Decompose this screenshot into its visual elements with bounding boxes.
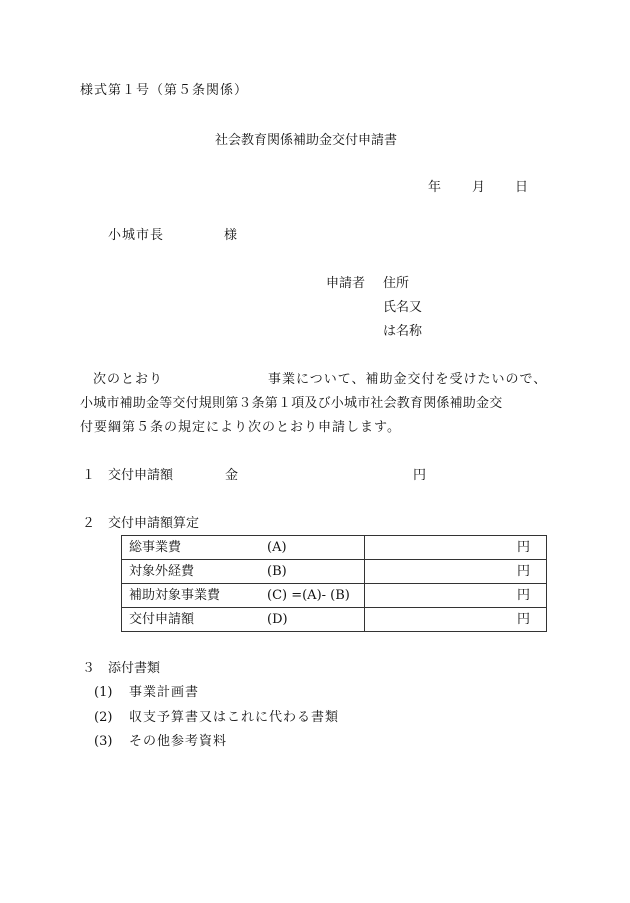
table-cell-item — [122, 584, 365, 608]
row-code: (D) — [267, 612, 288, 627]
attachment-text: 事業計画書 — [129, 685, 200, 700]
section3-label: 添付書類 — [108, 661, 161, 676]
addressee-name: 小城市長 — [108, 228, 165, 243]
row-code: (B) — [267, 564, 287, 579]
attachment-num: (1) — [94, 685, 113, 700]
row-code: (A) — [267, 540, 287, 555]
body-line2: 小城市補助金等交付規則第３条第１項及び小城市社会教育関係補助金交 — [80, 396, 503, 411]
table-cell-item — [122, 560, 365, 584]
table-cell-item — [122, 536, 365, 560]
row-unit: 円 — [516, 564, 530, 579]
date-day: 日 — [515, 180, 529, 195]
attachment-text: その他参考資料 — [129, 734, 228, 749]
attachment-num: (2) — [94, 710, 113, 725]
form-number: 様式第１号（第５条関係） — [80, 83, 249, 98]
row-item-label: 総事業費 — [129, 540, 182, 555]
table-cell-amount[interactable] — [365, 536, 547, 560]
table-row — [122, 608, 547, 632]
section1-kin: 金 — [225, 468, 239, 483]
date-year: 年 — [428, 180, 442, 195]
attachment-text: 収支予算書又はこれに代わる書類 — [129, 710, 340, 725]
table-row — [122, 584, 547, 608]
applicant-name-label-2: は名称 — [383, 324, 423, 339]
attachment-num: (3) — [94, 734, 113, 749]
section1-label: 交付申請額 — [108, 468, 174, 483]
section1-yen: 円 — [413, 468, 427, 483]
table-row — [122, 536, 547, 560]
row-item-label: 交付申請額 — [129, 612, 195, 627]
body-line1-prefix: 次のとおり — [93, 372, 164, 387]
body-line1-suffix: 事業について、補助金交付を受けたいので、 — [268, 372, 548, 387]
document-title: 社会教育関係補助金交付申請書 — [215, 133, 398, 148]
row-unit: 円 — [516, 540, 530, 555]
row-item-label: 補助対象事業費 — [129, 588, 221, 603]
calculation-table — [121, 535, 547, 632]
applicant-address-label: 住所 — [383, 276, 410, 291]
row-unit: 円 — [516, 612, 530, 627]
table-cell-item — [122, 608, 365, 632]
section2-label: 交付申請額算定 — [108, 516, 200, 531]
date-month: 月 — [472, 180, 486, 195]
table-cell-amount[interactable] — [365, 560, 547, 584]
section1-number: １ — [82, 468, 96, 483]
row-unit: 円 — [516, 588, 530, 603]
table-cell-amount[interactable] — [365, 584, 547, 608]
addressee-honorific: 様 — [224, 228, 238, 243]
applicant-name-label-1: 氏名又 — [383, 300, 423, 315]
table-cell-amount[interactable] — [365, 608, 547, 632]
row-item-label: 対象外経費 — [129, 564, 195, 579]
table-row — [122, 560, 547, 584]
applicant-label: 申請者 — [326, 276, 366, 291]
section2-number: ２ — [82, 516, 96, 531]
body-line3: 付要綱第５条の規定により次のとおり申請します。 — [80, 420, 401, 435]
section3-number: ３ — [82, 661, 96, 676]
row-code: (C) =(A)- (B) — [267, 588, 350, 603]
